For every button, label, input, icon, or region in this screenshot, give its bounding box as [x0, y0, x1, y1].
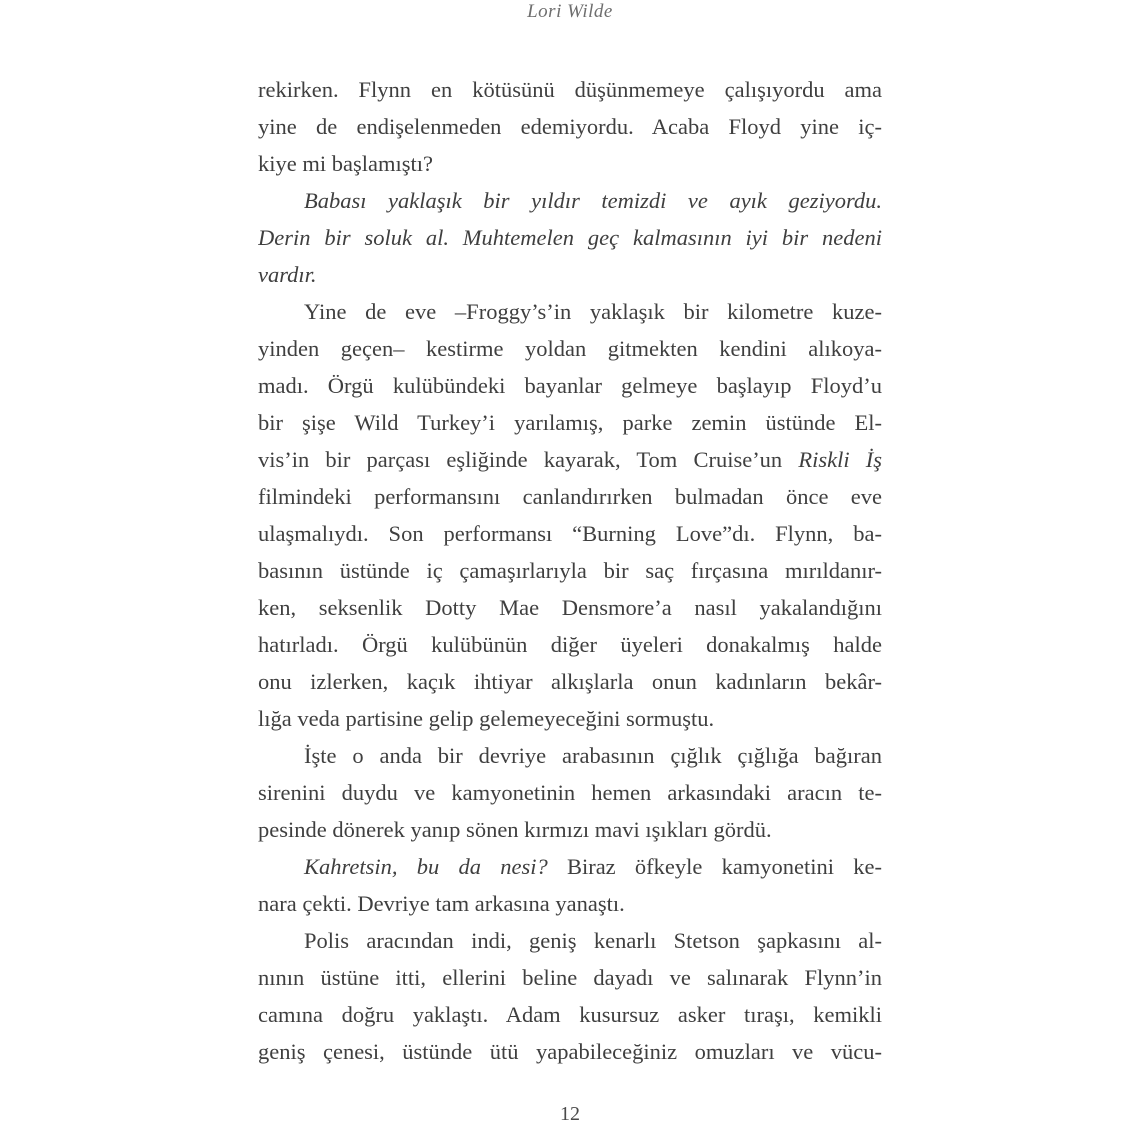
text-line — [258, 145, 882, 182]
text-segment: İşte o anda bir devriye arabasının çığlık çığlığa bağıran — [304, 743, 882, 768]
text-segment: sirenini duydu ve kamyonetinin hemen arkasındaki aracın te- — [258, 780, 882, 805]
text-line — [258, 441, 882, 478]
text-segment: Yine de eve –Froggy’s’in yaklaşık bir kilometre kuze- — [304, 299, 882, 324]
text-segment: ulaşmalıydı. Son performansı “Burning Love”dı. Flynn, ba- — [258, 521, 882, 546]
text-segment: nının üstüne itti, ellerini beline dayadı ve salınarak Flynn’in — [258, 965, 882, 990]
text-segment: madı. Örgü kulübündeki bayanlar gelmeye başlayıp Floyd’u — [258, 373, 882, 398]
italic-text-segment: vardır. — [258, 262, 317, 287]
text-line — [258, 293, 882, 330]
text-line — [258, 922, 882, 959]
text-line — [258, 108, 882, 145]
italic-text-segment: Derin bir soluk al. Muhtemelen geç kalmasının iyi bir nedeni — [258, 225, 882, 250]
text-line — [258, 404, 882, 441]
text-segment: vis’in bir parçası eşliğinde kayarak, Tom Cruise’un — [258, 447, 799, 472]
text-line — [258, 330, 882, 367]
text-segment: pesinde dönerek yanıp sönen kırmızı mavi ışıkları gördü. — [258, 817, 772, 842]
text-segment: Polis aracından indi, geniş kenarlı Stetson şapkasını al- — [304, 928, 882, 953]
text-segment: nara çekti. Devriye tam arkasına yanaştı. — [258, 891, 625, 916]
text-line — [258, 663, 882, 700]
text-line — [258, 367, 882, 404]
text-segment: hatırladı. Örgü kulübünün diğer üyeleri donakalmış halde — [258, 632, 882, 657]
text-line — [258, 737, 882, 774]
text-segment: yine de endişelenmeden edemiyordu. Acaba Floyd yine iç- — [258, 114, 882, 139]
text-line — [258, 811, 882, 848]
text-line — [258, 996, 882, 1033]
text-line — [258, 700, 882, 737]
running-head-author: Lori Wilde — [527, 1, 613, 22]
text-line — [258, 71, 882, 108]
italic-text-segment: Riskli İş — [798, 447, 882, 472]
text-line — [258, 589, 882, 626]
text-line — [258, 1033, 882, 1070]
text-segment: rekirken. Flynn en kötüsünü düşünmemeye çalışıyordu ama — [258, 77, 882, 102]
italic-text-segment: Kahretsin, bu da nesi? — [304, 854, 548, 879]
text-line — [258, 182, 882, 219]
text-segment: geniş çenesi, üstünde ütü yapabileceğiniz omuzları ve vücu- — [258, 1039, 882, 1064]
text-line — [258, 478, 882, 515]
body-text-block — [258, 71, 882, 1070]
page-number: 12 — [560, 1103, 580, 1125]
text-segment: camına doğru yaklaştı. Adam kusursuz asker tıraşı, kemikli — [258, 1002, 882, 1027]
text-segment: yinden geçen– kestirme yoldan gitmekten kendini alıkoya- — [258, 336, 882, 361]
text-segment: lığa veda partisine gelip gelemeyeceğini sormuştu. — [258, 706, 715, 731]
italic-text-segment: Babası yaklaşık bir yıldır temizdi ve ayık geziyordu. — [304, 188, 882, 213]
text-line — [258, 848, 882, 885]
text-line — [258, 774, 882, 811]
text-line — [258, 626, 882, 663]
text-segment: Biraz öfkeyle kamyonetini ke- — [547, 854, 882, 879]
text-segment: onu izlerken, kaçık ihtiyar alkışlarla onun kadınların bekâr- — [258, 669, 882, 694]
text-segment: filmindeki performansını canlandırırken bulmadan önce eve — [258, 484, 882, 509]
text-segment: basının üstünde iç çamaşırlarıyla bir saç fırçasına mırıldanır- — [258, 558, 882, 583]
text-line — [258, 959, 882, 996]
text-segment: kiye mi başlamıştı? — [258, 151, 433, 176]
text-line — [258, 256, 882, 293]
text-segment: ken, seksenlik Dotty Mae Densmore’a nasıl yakalandığını — [258, 595, 882, 620]
text-segment: bir şişe Wild Turkey’i yarılamış, parke zemin üstünde El- — [258, 410, 882, 435]
text-line — [258, 885, 882, 922]
text-line — [258, 219, 882, 256]
text-line — [258, 552, 882, 589]
text-line — [258, 515, 882, 552]
